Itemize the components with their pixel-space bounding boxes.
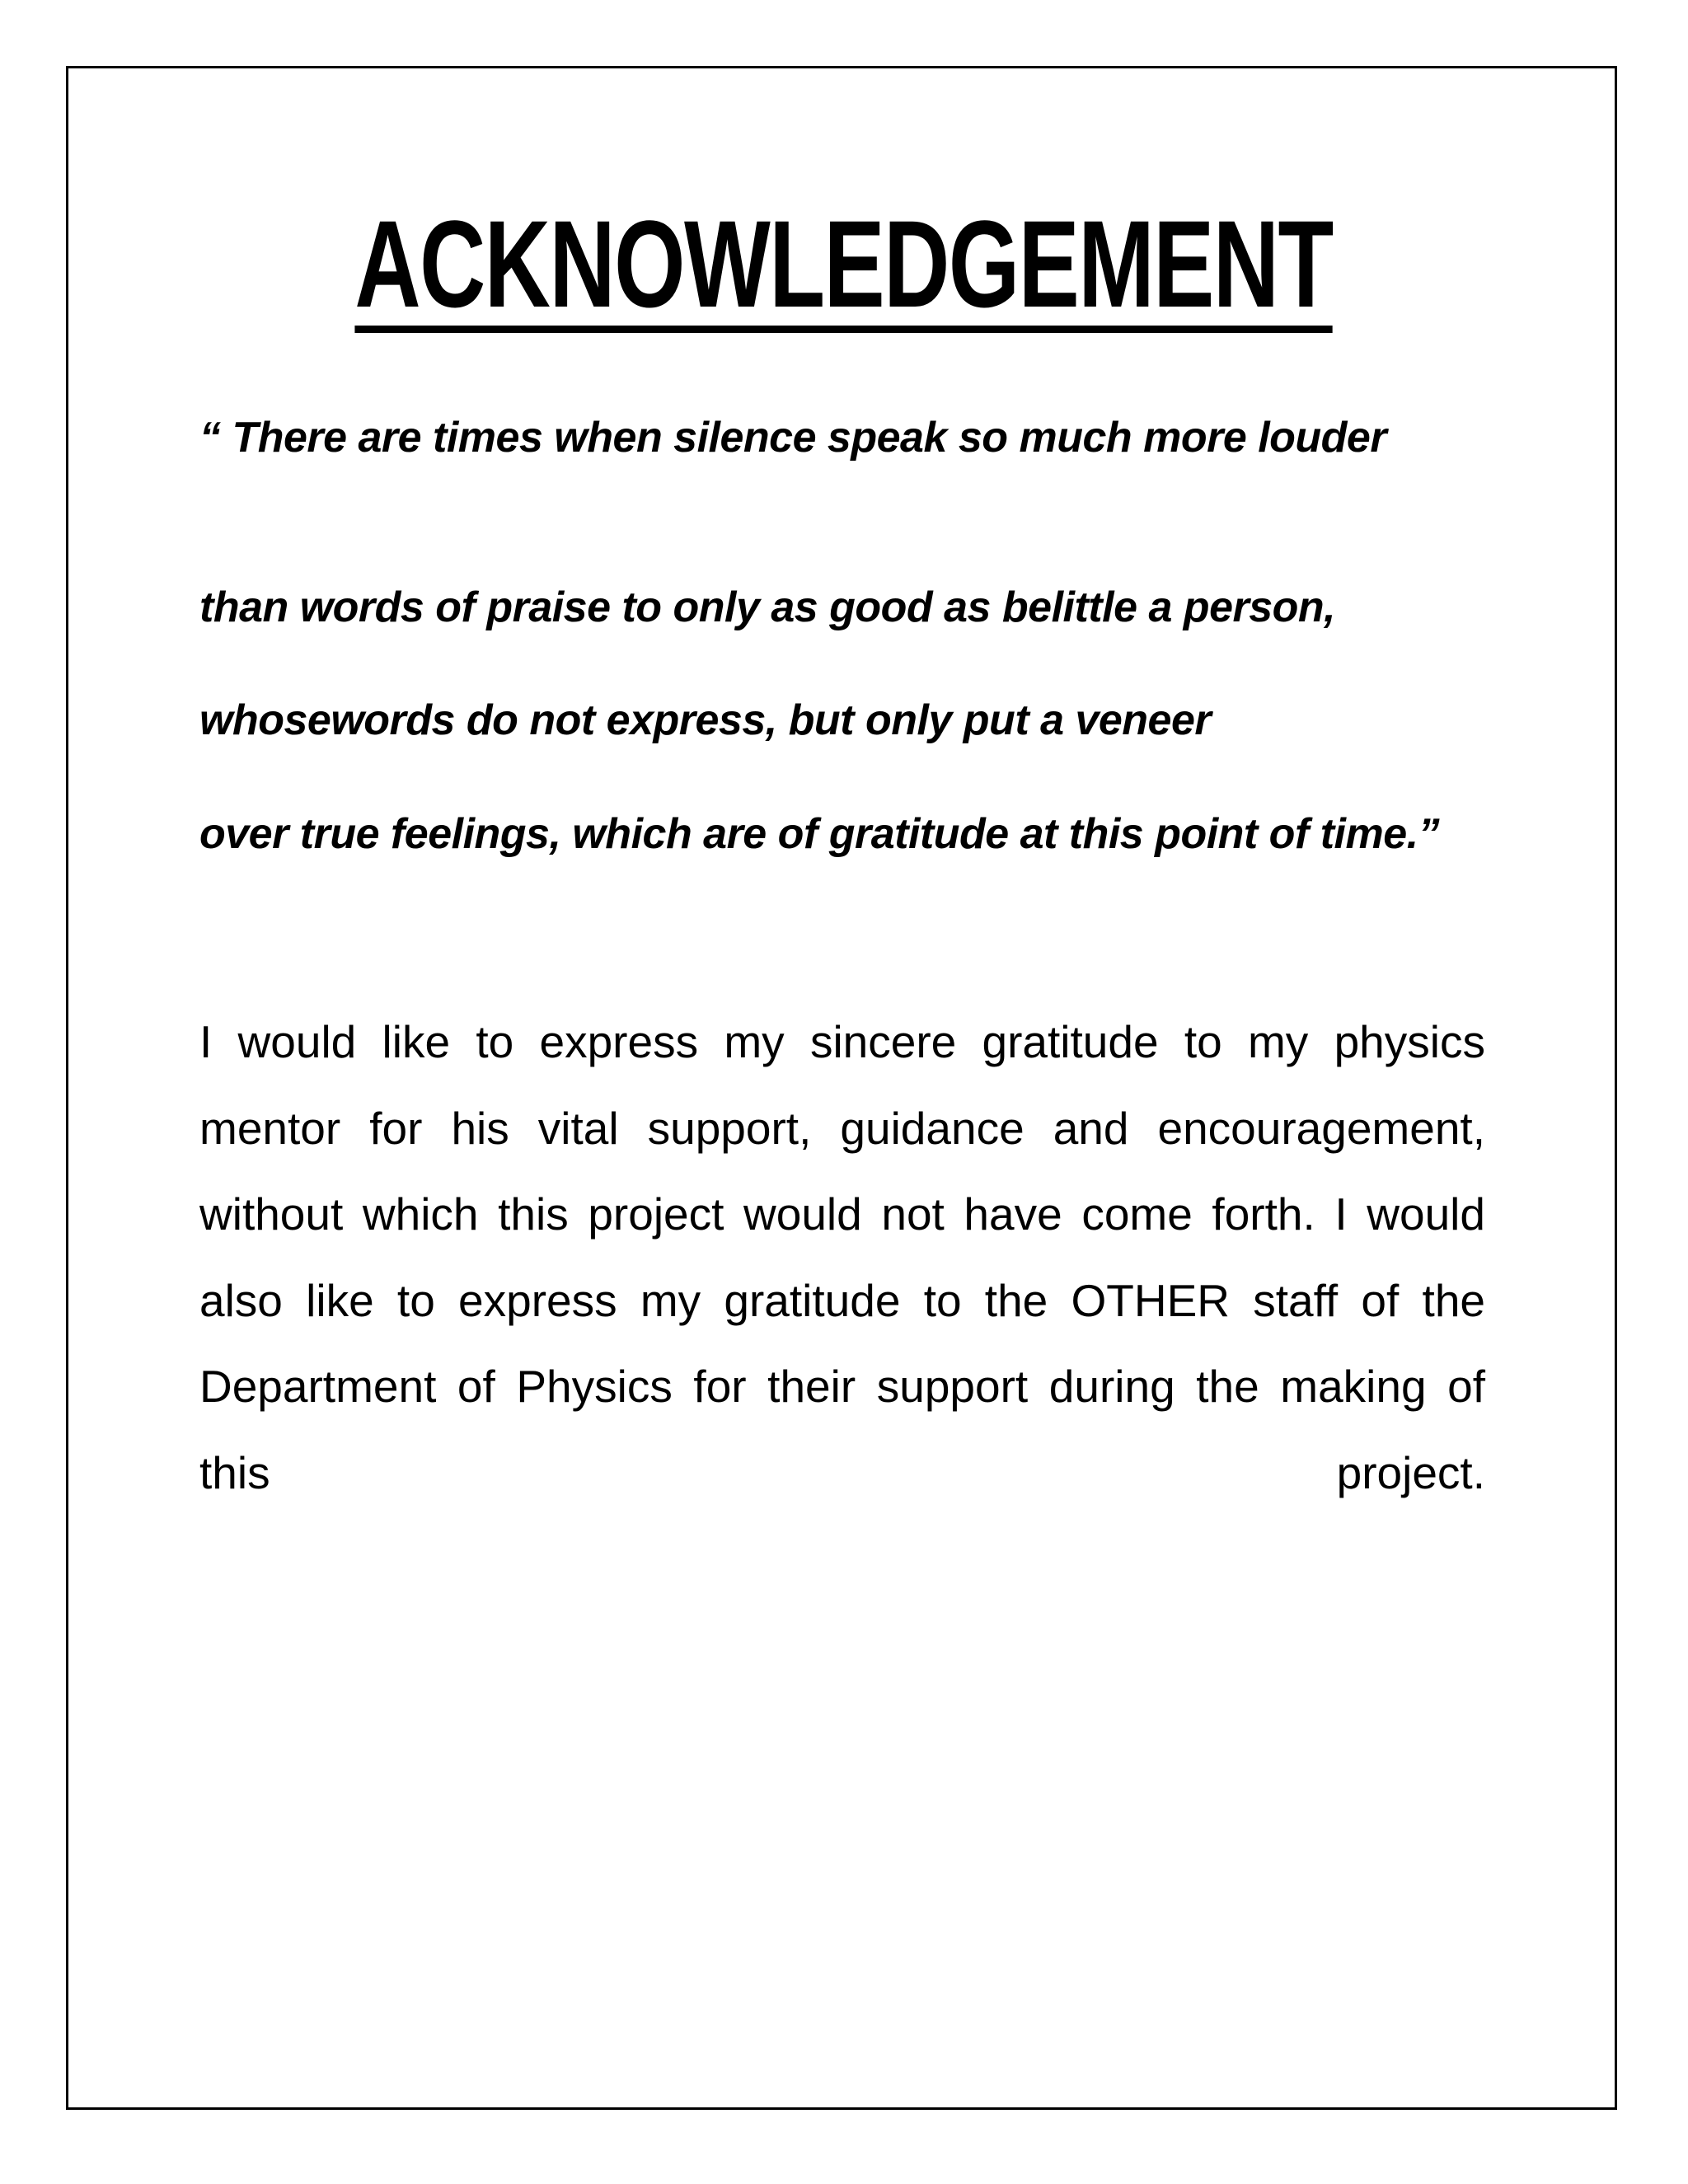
title-wrapper <box>0 194 1688 333</box>
quote-line-4: over true feelings, which are of gratitude at this point of time.” <box>199 810 1440 858</box>
quote-line-1: “ There are times when silence speak so much more louder <box>199 414 1387 462</box>
page-title: ACKNOWLEDGEMENT <box>354 194 1334 333</box>
quote-line-3: whosewords do not express, but only put a veneer <box>199 696 1212 744</box>
quote-line-2: than words of praise to only as good as belittle a person, <box>199 583 1336 631</box>
acknowledgement-paragraph: I would like to express my sincere gratitude to my physics mentor for his vital support, guidance and encouragement, without which this project would not have come forth. I would also like to express my gratitude to the OTHER staff of the Department of Physics for their support during the making of this project. <box>199 1016 1485 1498</box>
